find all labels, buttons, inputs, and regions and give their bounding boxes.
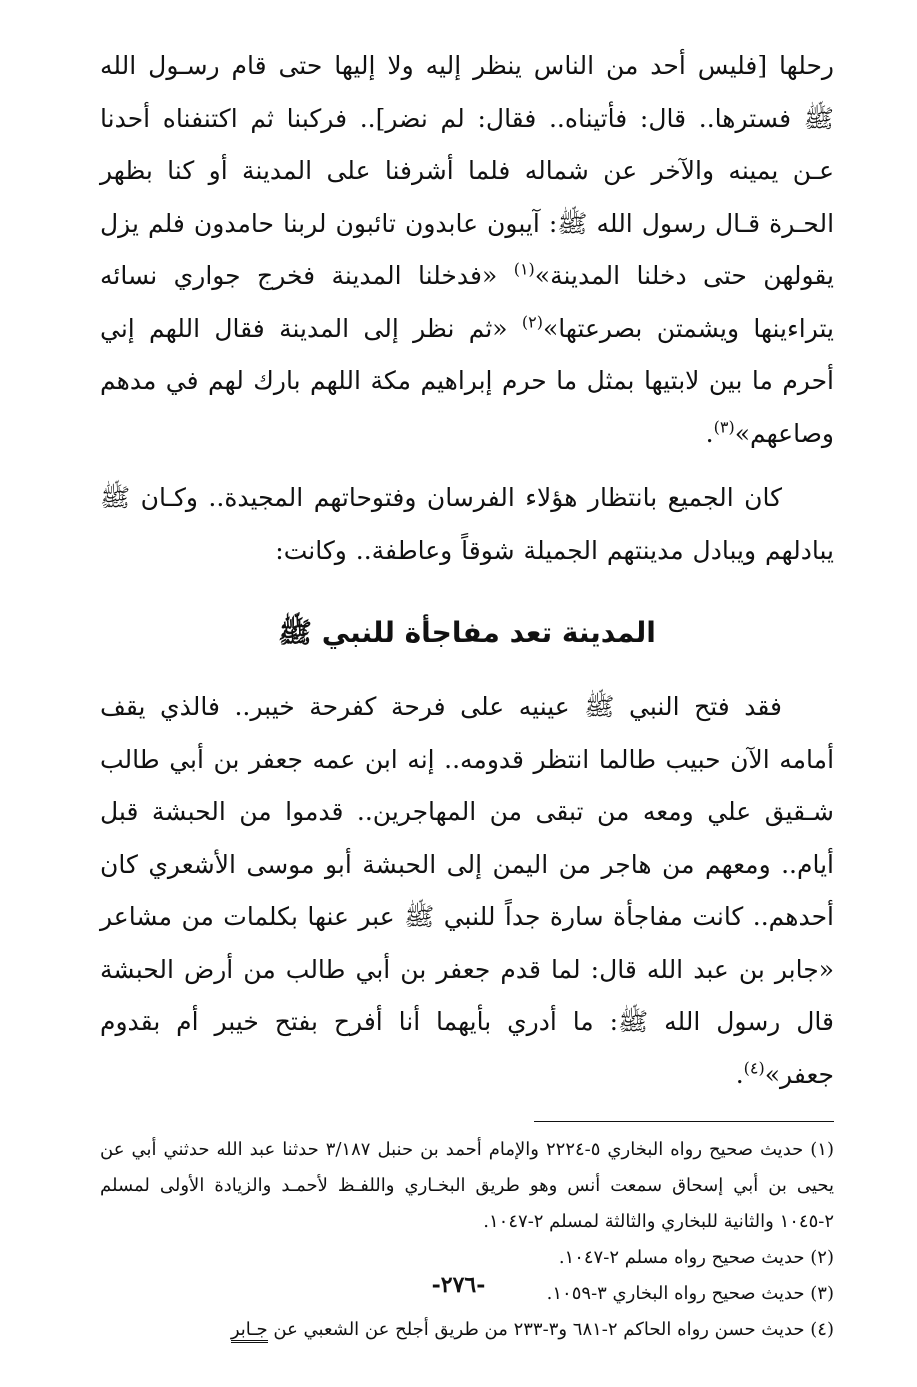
footnotes [100,1132,834,1348]
footnote-marker: (٣) [713,417,735,437]
footnote-line: (٤) حديث حسن رواه الحاكم ٢-٦٨١ و٣-٢٣٣ من طريق أجلح عن الشعبي عن [267,1319,834,1340]
footnote-1 [100,1132,834,1240]
text-line: مفاجأة سارة جداً للنبي ﷺ عبر عنها بكلمات من مشاعر «جابر بن عبد [100,902,834,984]
footnote-line: والزيادة الأولى لمسلم ٢-١٠٤٥ والثانية للبخاري والثالثة لمسلم ٢-١٠٤٧. [100,1175,834,1232]
footnote-4 [100,1312,834,1348]
body-paragraph-1 [100,40,834,460]
footnote-divider [534,1121,834,1122]
footnote-3: (٣) حديث صحيح رواه البخاري ٣-١٠٥٩. [546,1283,834,1304]
text-line: الآن حبيب طالما انتظر قدومه.. إنه ابن عمه جعفر بن أبي طالب شـقيق [100,744,834,826]
page-body [100,40,834,1348]
text-line: دخلنا المدينة» [534,261,687,290]
text-line: «فدخلنا المدينة فخرج جواري نسائه يتراءينها ويشمتن [100,261,835,343]
text-line: ما أدري بأيهما أنا أفرح بفتح خيبر أم بقدوم جعفر» [100,1007,834,1089]
footnote-continuation-word: جـابر [231,1319,268,1343]
page-number: -٢٧٦- [431,1272,486,1298]
text-line: كان الجميع بانتظار هؤلاء الفرسان وفتوحاتهم المجيدة.. وكـان ﷺ [100,483,782,512]
body-paragraph-3 [100,681,834,1101]
text-line: . [735,1059,744,1089]
text-line: يبادلهم ويبادل مدينتهم الجميلة شوقاً وعاطفة.. وكانت: [275,535,834,565]
text-line: فقد فتح النبي ﷺ عينيه على فرحة كفرحة خيبر.. فالذي يقف أمامه [100,692,835,774]
body-paragraph-2 [100,472,834,577]
text-line: فسترها.. قال: فأتيناه.. فقال: لم نضر].. فركبنا ثم اكتنفناه أحدنا عـن [100,103,834,185]
section-heading: المدينة تعد مفاجأة للنبي ﷺ [278,616,656,649]
text-line: رحلها [فليس أحد من الناس ينظر إليه ولا إليها حتى قام رسـول الله ﷺ [100,51,834,133]
footnote-marker: (٢) [521,312,544,332]
text-line: من هاجر من اليمن إلى الحبشة أبو موسى الأشعري كان أحدهم.. كانت [100,849,834,931]
text-line: «ثم نظر إلى المدينة فقال اللهم إني أحرم ما بين لابتيها بمثل [100,313,834,395]
footnote-marker: (٤) [743,1058,765,1078]
footnote-line: حدثني أبي عن يحيى بن أبي إسحاق سمعت أنس وهو طريق البخـاري واللفـظ لأحمـد [100,1139,834,1196]
footnote-marker: (١) [513,259,535,279]
text-line: يمينه والآخر عن شماله فلما أشرفنا على المدينة أو كنا بظهر الحـرة قـال [100,156,835,238]
text-line: بصرعتها» [543,313,643,343]
text-line: الله قال: لما قدم جعفر بن أبي طالب من أرض الحبشة قال رسول الله ﷺ: [100,954,834,1036]
text-line: علي ومعه من تبقى من المهاجرين.. قدموا من الحبشة قبل أيام.. ومعهم [100,797,835,879]
text-line: ما حرم إبراهيم مكة اللهم بارك لهم في مدهم وصاعهم» [100,366,834,448]
text-line: . [705,418,714,448]
text-line: رسول الله ﷺ: آيبون عابدون تائبون لربنا حامدون فلم يزل يقولهن حتى [100,208,834,290]
footnote-2: (٢) حديث صحيح رواه مسلم ٢-١٠٤٧. [558,1247,834,1268]
footnote-line: (١) حديث صحيح رواه البخاري ٥-٢٢٢٤ والإمام أحمد بن حنبل ٣/١٨٧ حدثنا عبد الله [216,1139,834,1160]
